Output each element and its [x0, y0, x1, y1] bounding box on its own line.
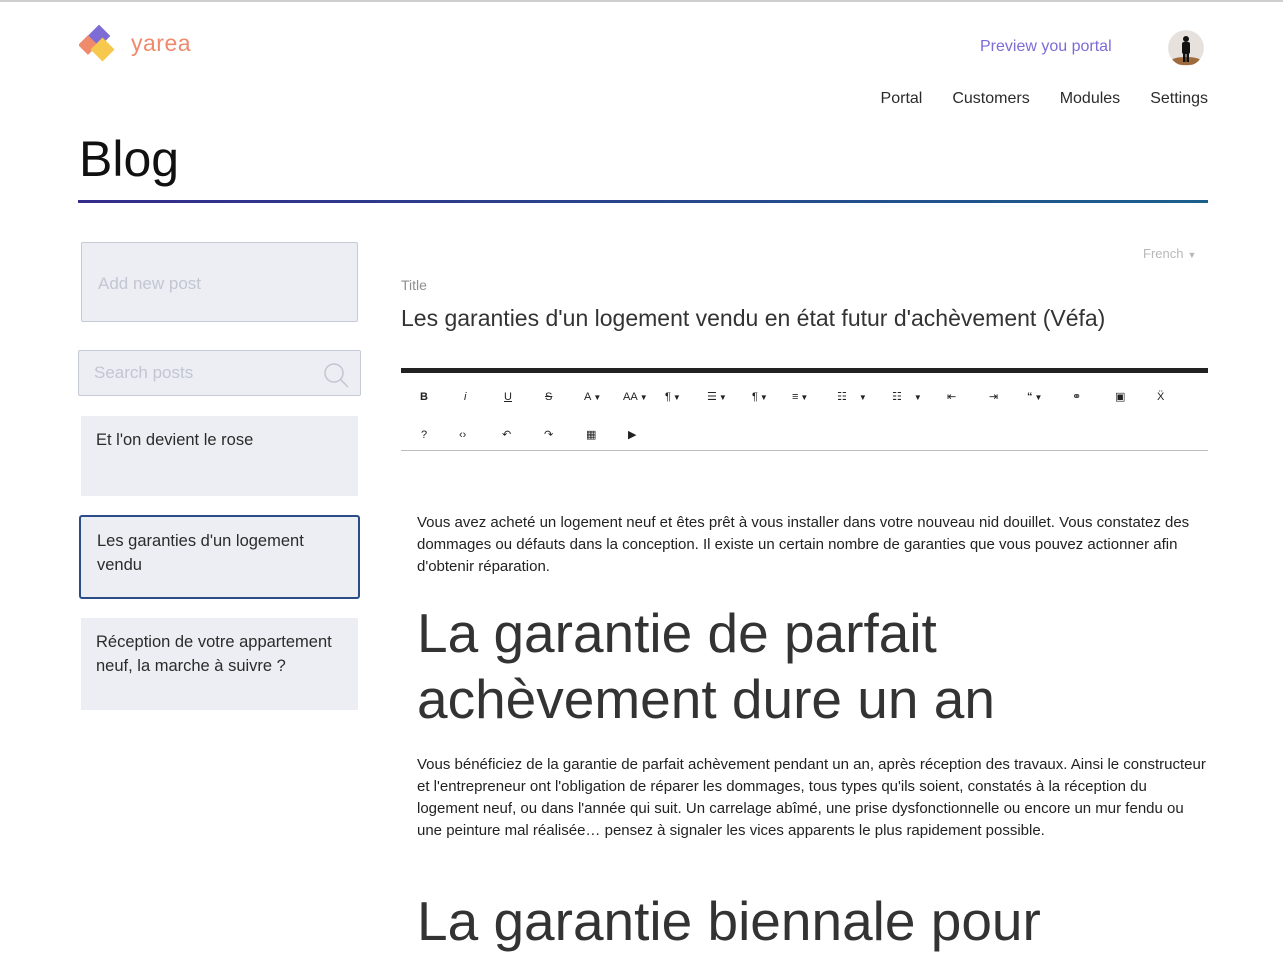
add-new-post-label: Add new post — [98, 274, 202, 293]
unordered-list-button[interactable] — [892, 390, 922, 405]
avatar[interactable] — [1168, 30, 1204, 66]
nav-settings[interactable]: Settings — [1150, 90, 1208, 107]
font-color-button[interactable] — [584, 390, 601, 405]
chevron-down-icon: ▼ — [858, 393, 867, 402]
chevron-down-icon: ▼ — [800, 393, 809, 402]
nav-customers[interactable]: Customers — [952, 90, 1030, 107]
paragraph-style-icon: ¶ — [665, 391, 671, 403]
chevron-down-icon: ▼ — [1187, 250, 1197, 260]
chevron-down-icon: ▼ — [913, 393, 922, 402]
help-button[interactable]: ? — [421, 429, 428, 441]
search-box — [78, 350, 361, 396]
page-title: Blog — [79, 131, 180, 187]
ordered-list-button[interactable] — [837, 390, 867, 405]
logo[interactable] — [79, 24, 209, 68]
chevron-down-icon: ▼ — [1034, 393, 1043, 402]
main-nav — [881, 90, 1208, 108]
align-icon: ≡ — [792, 391, 799, 403]
italic-button[interactable]: i — [464, 391, 467, 403]
chevron-down-icon: ▼ — [718, 393, 727, 402]
chevron-down-icon: ▼ — [759, 393, 768, 402]
chevron-down-icon: ▼ — [672, 393, 681, 402]
insert-image-button[interactable]: ▦ — [586, 429, 597, 441]
search-input[interactable] — [94, 363, 314, 383]
content-heading: La garantie biennale pour — [417, 890, 1041, 952]
paragraph-icon: ¶ — [752, 391, 758, 403]
redo-button[interactable]: ↷ — [544, 429, 554, 441]
paragraph-style-button[interactable] — [665, 390, 681, 405]
preview-portal-link[interactable]: Preview you portal — [980, 38, 1112, 55]
underline-button[interactable]: U — [504, 391, 512, 403]
insert-video-button[interactable]: ▶ — [628, 429, 637, 441]
font-color-icon: A — [584, 391, 592, 403]
select-all-button[interactable]: ▣ — [1115, 391, 1126, 403]
nav-modules[interactable]: Modules — [1059, 90, 1121, 107]
logo-text: yarea — [131, 30, 192, 56]
paragraph-format-button[interactable] — [752, 390, 768, 405]
link-button[interactable]: ⚭ — [1072, 391, 1082, 403]
undo-button[interactable]: ↶ — [502, 429, 512, 441]
quote-icon: “ — [1027, 391, 1033, 403]
editor-toolbar — [401, 368, 1208, 451]
add-new-post-button[interactable] — [81, 242, 358, 322]
line-height-icon: ☰ — [707, 391, 717, 403]
align-button[interactable] — [792, 390, 808, 405]
search-icon[interactable] — [323, 362, 349, 388]
post-list-item[interactable]: Réception de votre appartement neuf, la marche à suivre ? — [81, 618, 358, 710]
title-label: Title — [401, 277, 427, 293]
top-border — [0, 0, 1283, 2]
content-paragraph: Vous bénéficiez de la garantie de parfait achèvement pendant un an, après réception des travaux. Ainsi le constructeur et l'entrepreneur ont l'obligation de réparer les dommages, tous types qu'ils soient, constatés à la réception du logement neuf, ou dans l'année qui suit. Un carrelage abîmé, une prise dysfonctionnelle ou encore un mur fendu ou une peinture mal réalisée… pensez à signaler les vices apparents le plus rapidement possible. — [417, 756, 1206, 839]
indent-button[interactable]: ⇥ — [989, 391, 999, 403]
bold-button[interactable]: B — [420, 391, 428, 403]
chevron-down-icon: ▼ — [639, 393, 648, 402]
post-list-item-selected[interactable]: Les garanties d'un logement vendu — [79, 515, 360, 599]
logo-mark-icon — [79, 24, 125, 68]
title-divider — [78, 200, 1208, 203]
post-list-item[interactable]: Et l'on devient le rose — [81, 416, 358, 496]
nav-portal[interactable]: Portal — [880, 90, 923, 107]
language-select[interactable] — [1143, 246, 1196, 261]
content-heading: La garantie de parfait achèvement dure un an — [417, 602, 995, 730]
font-size-icon: AA — [623, 391, 638, 403]
post-title-input[interactable]: Les garanties d'un logement vendu en état futur d'achèvement (Véfa) — [401, 305, 1106, 331]
ordered-list-icon: ☷ — [837, 391, 847, 403]
code-view-button[interactable]: ‹› — [459, 429, 467, 441]
outdent-button[interactable]: ⇤ — [947, 391, 957, 403]
strikethrough-button[interactable]: S — [545, 391, 553, 403]
clear-formatting-button[interactable]: Ẍ — [1157, 391, 1165, 403]
line-height-button[interactable] — [707, 390, 727, 405]
content-paragraph: Vous avez acheté un logement neuf et êtes prêt à vous installer dans votre nouveau nid douillet. Vous constatez des dommages ou défauts dans la conception. Il existe un certain nombre de garanties que vous pouvez actionner afin d'obtenir réparation. — [417, 514, 1190, 575]
language-value: French — [1143, 246, 1184, 261]
chevron-down-icon: ▼ — [593, 393, 602, 402]
quote-button[interactable] — [1027, 390, 1042, 405]
unordered-list-icon: ☷ — [892, 391, 902, 403]
font-size-button[interactable] — [623, 390, 648, 405]
